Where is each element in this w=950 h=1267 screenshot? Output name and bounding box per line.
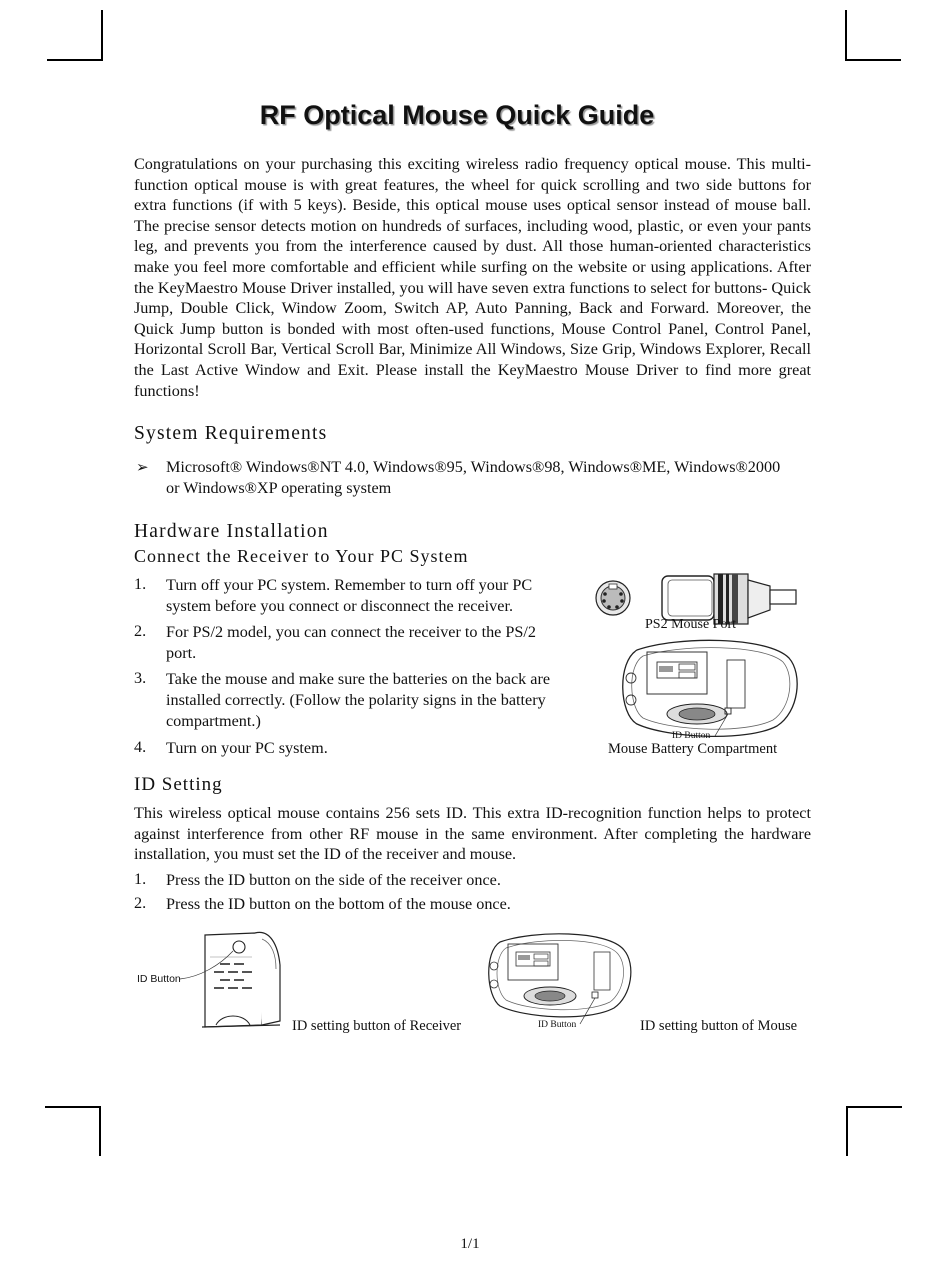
hardware-step-4-line-1: Turn on your PC system. xyxy=(166,739,328,757)
id-step-2: Press the ID button on the bottom of the mouse once. xyxy=(166,895,511,913)
hardware-step-2-line-2: port. xyxy=(166,644,197,662)
hardware-step-number: 2. xyxy=(134,622,147,640)
hardware-installation-heading: Hardware Installation xyxy=(134,521,329,542)
id-step-1: Press the ID button on the side of the receiver once. xyxy=(166,871,501,889)
hardware-step-1-line-2: system before you connect or disconnect the receiver. xyxy=(166,597,513,615)
hardware-step-number: 3. xyxy=(134,669,147,687)
hardware-step-number: 4. xyxy=(134,738,147,756)
crop-mark-top-left-h xyxy=(47,59,103,61)
receiver-id-caption: ID setting button of Receiver xyxy=(292,1018,462,1034)
page-title: RF Optical Mouse Quick Guide xyxy=(259,100,655,130)
receiver-illustration xyxy=(180,925,290,1033)
crop-mark-bottom-left-h xyxy=(45,1106,101,1108)
hardware-step-2-line-1: For PS/2 model, you can connect the receiver to the PS/2 xyxy=(166,623,536,641)
receiver-id-button-label: ID Button xyxy=(137,973,181,985)
crop-mark-top-right-h xyxy=(845,59,901,61)
id-step-number: 1. xyxy=(134,870,147,888)
arrow-bullet-icon: ➢ xyxy=(136,458,149,476)
crop-mark-top-left-v xyxy=(101,10,103,60)
mouse-battery-compartment-illustration xyxy=(617,638,802,738)
id-setting-heading: ID Setting xyxy=(134,774,223,795)
hardware-step-3-line-1: Take the mouse and make sure the batteries on the back are xyxy=(166,670,551,688)
page-number: 1/1 xyxy=(460,1236,480,1252)
hardware-step-3-line-2: installed correctly. (Follow the polarity signs in the battery xyxy=(166,691,546,709)
mouse-id-caption: ID setting button of Mouse xyxy=(640,1018,798,1034)
hardware-step-number: 1. xyxy=(134,575,147,593)
crop-mark-bottom-left-v xyxy=(99,1106,101,1156)
hardware-step-3-line-3: compartment.) xyxy=(166,712,261,730)
ps2-mouse-port-caption: PS2 Mouse Port xyxy=(645,617,737,632)
mouse-id-button-label: ID Button xyxy=(672,731,711,741)
id-step-number: 2. xyxy=(134,894,147,912)
intro-paragraph: Congratulations on your purchasing this exciting wireless radio frequency optical mouse. This multi-function optical mouse is with great features, the wheel for quick scrolling and two side buttons for extra functions (if with 5 keys). Beside, this optical mouse uses optical sensor instead of mouse ball. The precise sensor detects motion on hundreds of surfaces, including wood, plastic, or even your pants leg, and prevents you from the interference caused by dust. All those human-oriented characteristics make you feel more comfortable and efficient while surfing on the website or using applications. After the KeyMaestro Mouse Driver installed, you will have seven extra functions to select for buttons- Quick Jump, Double Click, Window Zoom, Switch AP, Auto Panning, Back and Forward. Moreover, the Quick Jump button is bonded with most often-used functions, Mouse Control Panel, Control Panel, Horizontal Scroll Bar, Vertical Scroll Bar, Minimize All Windows, Size Grip, Windows Explorer, Recall the Last Active Window and Exit. Please install the KeyMaestro Mouse Driver to find more great functions! xyxy=(134,155,811,400)
crop-mark-bottom-right-v xyxy=(846,1106,848,1156)
hardware-step-1-line-1: Turn off your PC system. Remember to turn off your PC xyxy=(166,576,533,594)
mouse-battery-compartment-caption: Mouse Battery Compartment xyxy=(608,741,778,757)
connect-receiver-subheading: Connect the Receiver to Your PC System xyxy=(134,546,469,566)
crop-mark-top-right-v xyxy=(845,10,847,60)
mouse-underside-illustration xyxy=(484,932,634,1018)
id-setting-paragraph: This wireless optical mouse contains 256 sets ID. This extra ID-recognition function helps to protect against interference from other RF mouse in the same environment. After completing the hardware installation, you must set the ID of the receiver and mouse. xyxy=(134,804,811,864)
system-requirements-heading: System Requirements xyxy=(134,423,328,444)
system-requirements-item: Microsoft® Windows®NT 4.0, Windows®95, Windows®98, Windows®ME, Windows®2000 or Windows®XP operating system xyxy=(166,458,781,497)
mouse-id-button-label-2: ID Button xyxy=(538,1020,577,1030)
crop-mark-bottom-right-h xyxy=(846,1106,902,1108)
